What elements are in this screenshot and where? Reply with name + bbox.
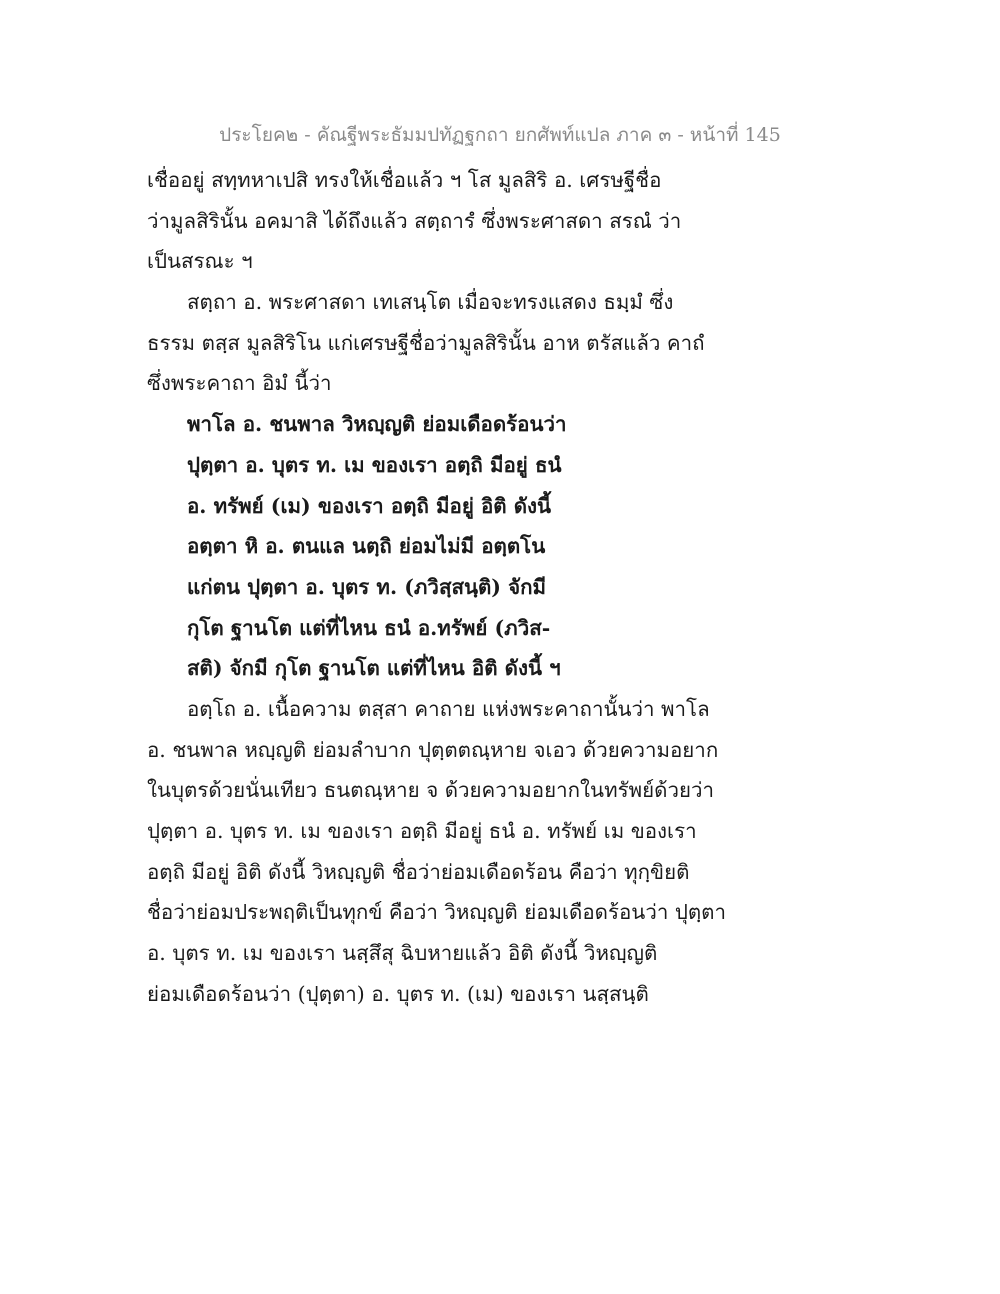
page-header [0,120,1000,150]
verse-block [147,404,867,689]
verse-line: สติ) จักมี กุโต ฐานโต แต่ที่ไหน อิติ ดังนี้ ฯ [187,656,561,681]
text-line: ในบุตรด้วยนั่นเทียว ธนตณฺหาย จ ด้วยความอยากในทรัพย์ด้วยว่า [147,778,714,803]
text-line: ชื่อว่าย่อมประพฤติเป็นทุกข์ คือว่า วิหญฺญติ ย่อมเดือดร้อนว่า ปุตฺตา [147,900,727,925]
page-header-text: ประโยค๒ - คัณฐีพระธัมมปทัฏฐกถา ยกศัพท์แปล ภาค ๓ - หน้าที่ 145 [219,124,781,146]
text-line: สตฺถา อ. พระศาสดา เทเสนฺโต เมื่อจะทรงแสดง ธมฺมํ ซึ่ง [187,290,674,315]
text-line: ปุตฺตา อ. บุตร ท. เม ของเรา อตฺถิ มีอยู่ ธนํ อ. ทรัพย์ เม ของเรา [147,819,697,843]
verse-line: ปุตฺตา อ. บุตร ท. เม ของเรา อตฺถิ มีอยู่ ธนํ [187,452,562,477]
paragraph-2 [147,282,867,404]
text-line: อตฺโถ อ. เนื้อความ ตสฺสา คาถาย แห่งพระคาถานั้นว่า พาโล [187,696,710,721]
verse-line: กุโต ฐานโต แต่ที่ไหน ธนํ อ.ทรัพย์ (ภวิส- [187,615,551,640]
text-line: ธรรม ตสฺส มูลสิริโน แก่เศรษฐีชื่อว่ามูลสิรินั้น อาห ตรัสแล้ว คาถํ [147,330,705,355]
document-body [147,160,867,1014]
text-line: ซึ่งพระคาถา อิมํ นี้ว่า [147,371,332,396]
verse-line: อ. ทรัพย์ (เม) ของเรา อตฺถิ มีอยู่ อิติ ดังนี้ [187,493,552,518]
paragraph-1 [147,160,867,282]
paragraph-3 [147,689,867,1015]
text-line: เป็นสรณะ ฯ [147,249,253,274]
text-line: อ. ชนพาล หญฺญติ ย่อมลำบาก ปุตฺตตณฺหาย จเอว ด้วยความอยาก [147,737,719,762]
verse-line: พาโล อ. ชนพาล วิหญฺญติ ย่อมเดือดร้อนว่า [187,412,567,437]
text-line: ว่ามูลสิรินั้น อคมาสิ ได้ถึงแล้ว สตฺถารํ ซึ่งพระศาสดา สรณํ ว่า [147,208,682,233]
verse-line: แก่ตน ปุตฺตา อ. บุตร ท. (ภวิสฺสนฺติ) จักมี [187,574,547,599]
text-line: อตฺถิ มีอยู่ อิติ ดังนี้ วิหญฺญติ ชื่อว่าย่อมเดือดร้อน คือว่า ทุกฺขิยติ [147,859,690,884]
text-line: ย่อมเดือดร้อนว่า (ปุตฺตา) อ. บุตร ท. (เม) ของเรา นสฺสนฺติ [147,981,649,1006]
verse-line: อตฺตา หิ อ. ตนแล นตฺถิ ย่อมไม่มี อตฺตโน [187,534,546,559]
text-line: อ. บุตร ท. เม ของเรา นสฺสึสุ ฉิบหายแล้ว อิติ ดังนี้ วิหญฺญติ [147,941,658,966]
text-line: เชื่ออยู่ สทฺทหาเปสิ ทรงให้เชื่อแล้ว ฯ โส มูลสิริ อ. เศรษฐีชื่อ [147,168,662,192]
